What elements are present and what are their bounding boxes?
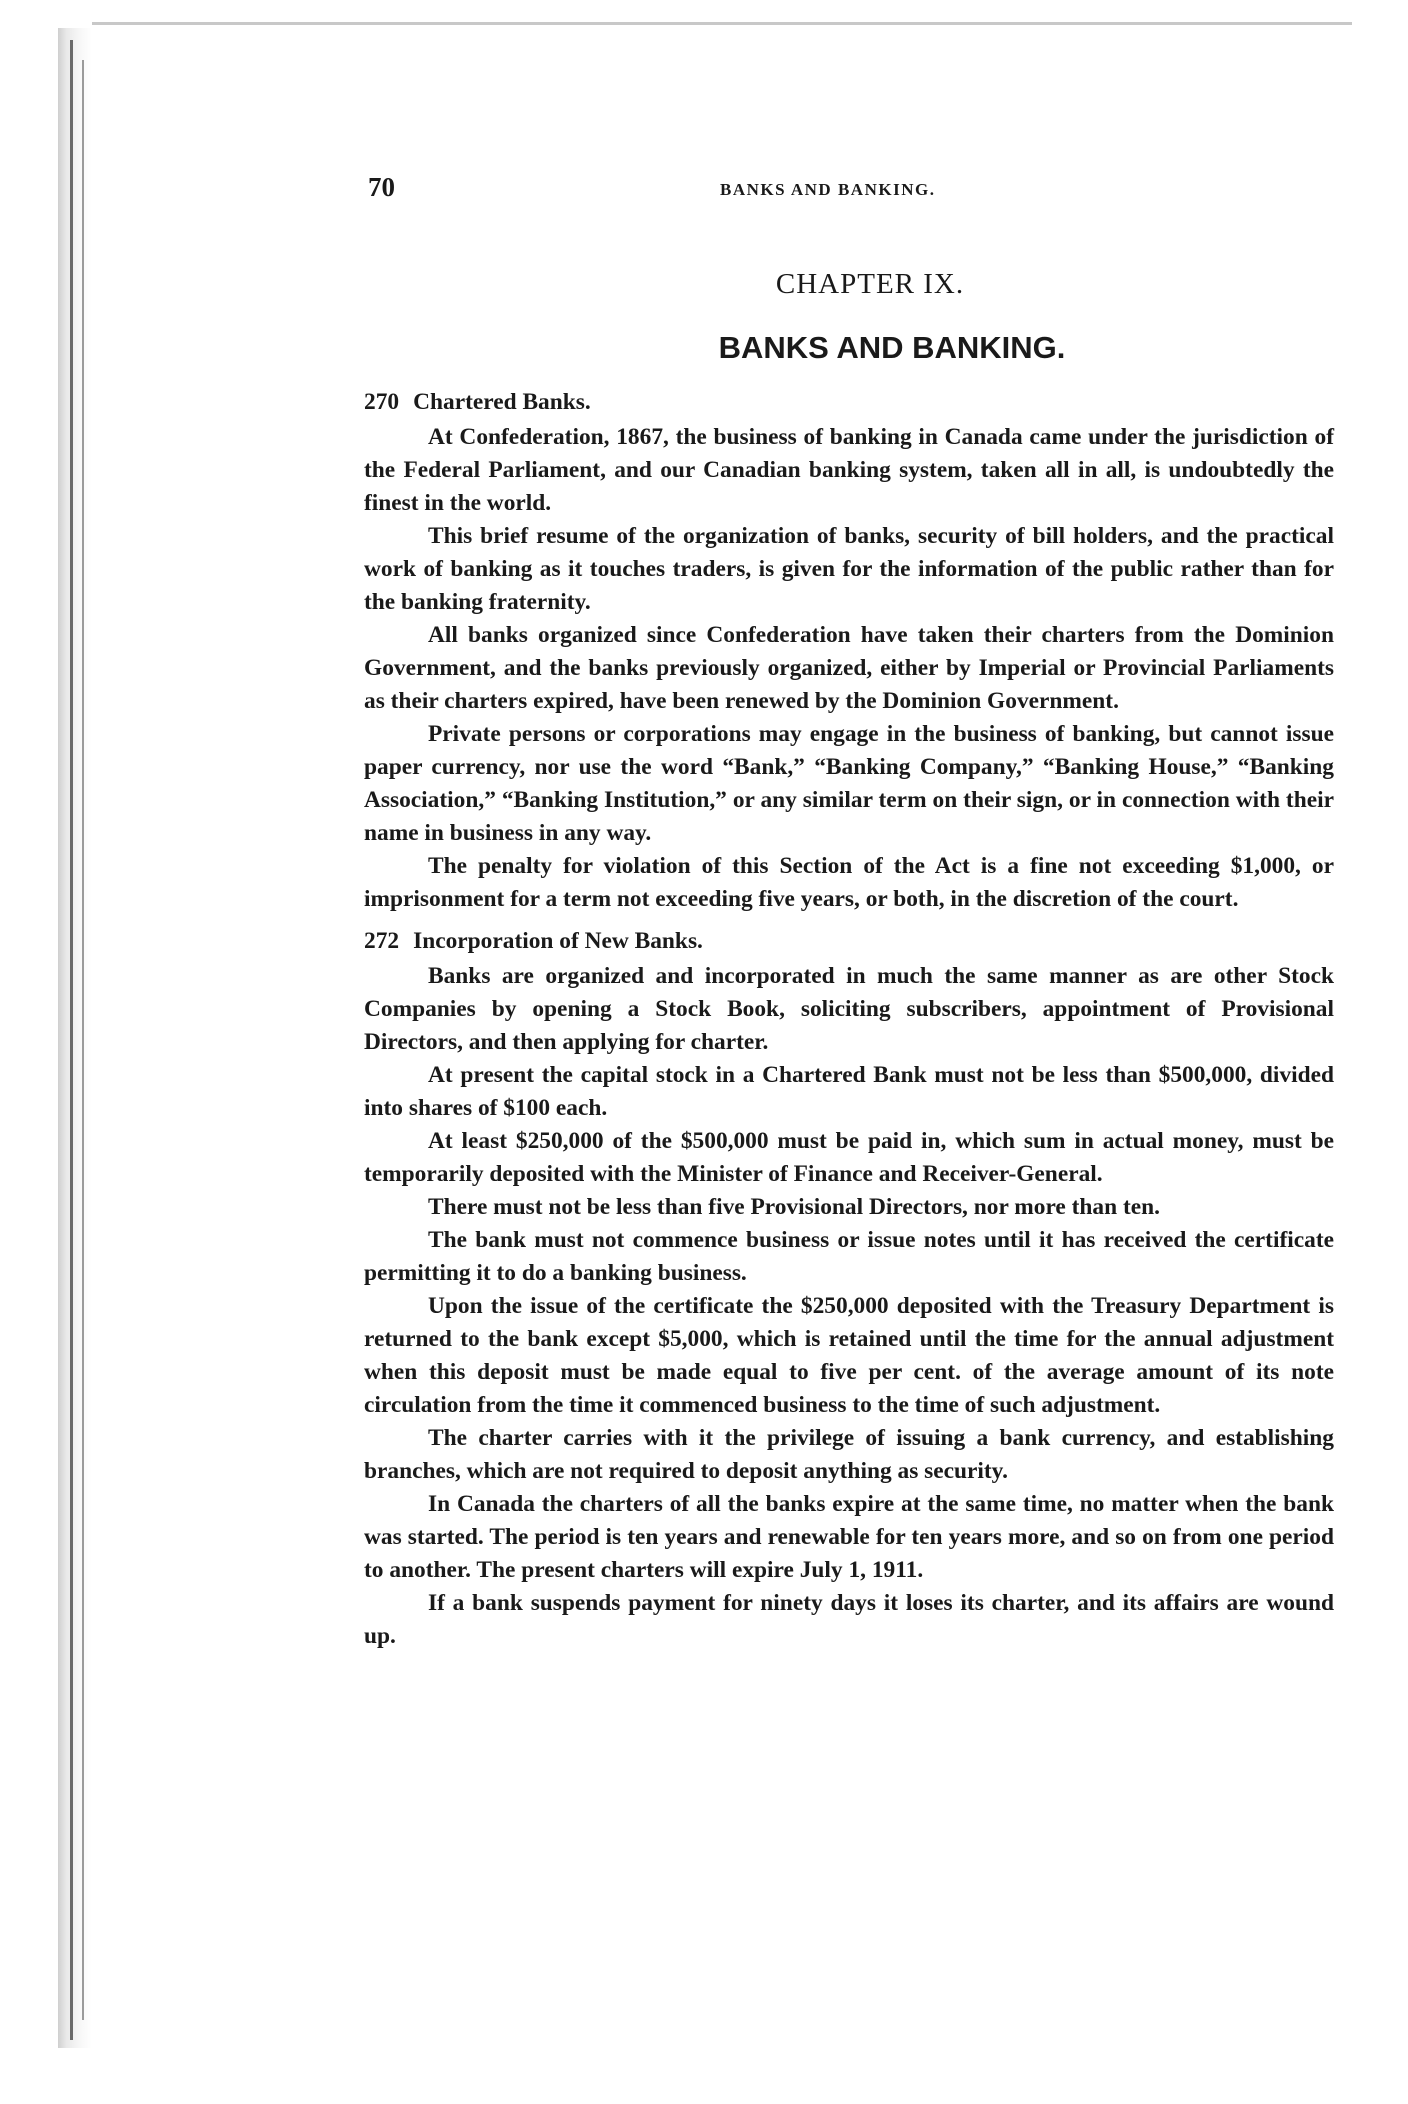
section-chartered-banks (364, 383, 1334, 916)
running-title: BANKS AND BANKING. (720, 180, 936, 199)
paragraph: This brief resume of the organization of banks, security of bill holders, and the practical work of banking as it touches traders, is given for the information of the public rather than for the banking fraternity. (364, 523, 1334, 615)
paragraph: The charter carries with it the privilege of issuing a bank currency, and establishing branches, which are not required to deposit anything as security. (364, 1425, 1334, 1484)
section-heading (364, 922, 1334, 960)
paragraph: In Canada the charters of all the banks expire at the same time, no matter when the bank was started. The period is ten years and renewable for ten years more, and so on from one period to another. The present charters will expire July 1, 1911. (364, 1491, 1334, 1583)
section-number: 272 (364, 928, 400, 954)
paragraph: At least $250,000 of the $500,000 must be paid in, which sum in actual money, must be temporarily deposited with the Minister of Finance and Receiver-General. (364, 1128, 1334, 1187)
running-header (368, 172, 1332, 212)
paragraph: Banks are organized and incorporated in much the same manner as are other Stock Companies by opening a Stock Book, soliciting subscribers, appointment of Provisional Directors, and then applying for charter. (364, 963, 1334, 1055)
chapter-title: BANKS AND BANKING. (718, 330, 1066, 365)
section-incorporation-of-new-banks (364, 922, 1334, 1653)
binding-edge-line-inner (82, 60, 84, 2020)
paragraph: There must not be less than five Provisional Directors, nor more than ten. (428, 1194, 1161, 1220)
section-heading (364, 383, 1334, 421)
paragraph: At Confederation, 1867, the business of banking in Canada came under the jurisdiction of the Federal Parliament, and our Canadian banking system, taken all in all, is undoubtedly the finest in the world. (364, 424, 1334, 516)
paragraph: Private persons or corporations may engage in the business of banking, but cannot issue paper currency, nor use the word “Bank,” “Banking Company,” “Banking House,” “Banking Association,” “Banking Institution,” or any similar term on their sign, or in connection with their name in business in any way. (364, 721, 1334, 846)
paragraph: All banks organized since Confederation have taken their charters from the Dominion Government, and the banks previously organized, either by Imperial or Provincial Parliaments as their charters expired, have been renewed by the Dominion Government. (364, 622, 1334, 714)
paragraph: At present the capital stock in a Chartered Bank must not be less than $500,000, divided into shares of $100 each. (364, 1062, 1334, 1121)
page-body (364, 383, 1334, 1653)
paragraph: If a bank suspends payment for ninety days it loses its charter, and its affairs are wound up. (364, 1590, 1334, 1649)
paragraph: The penalty for violation of this Section of the Act is a fine not exceeding $1,000, or imprisonment for a term not exceeding five years, or both, in the discretion of the court. (364, 853, 1334, 912)
paragraph: Upon the issue of the certificate the $250,000 deposited with the Treasury Department is returned to the bank except $5,000, which is retained until the time for the annual adjustment when this deposit must be made equal to five per cent. of the average amount of its note circulation from the time it commenced business to the time of such adjustment. (364, 1293, 1334, 1418)
paragraph: The bank must not commence business or issue notes until it has received the certificate permitting it to do a banking business. (364, 1227, 1334, 1286)
section-title: Incorporation of New Banks. (413, 928, 703, 954)
chapter-label: CHAPTER IX. (775, 268, 965, 300)
section-title: Chartered Banks. (413, 389, 591, 415)
page-top-edge (92, 22, 1352, 25)
page-number: 70 (368, 172, 395, 202)
section-number: 270 (364, 389, 400, 415)
binding-edge-line (70, 40, 73, 2040)
page-binding-shadow (58, 28, 92, 2048)
